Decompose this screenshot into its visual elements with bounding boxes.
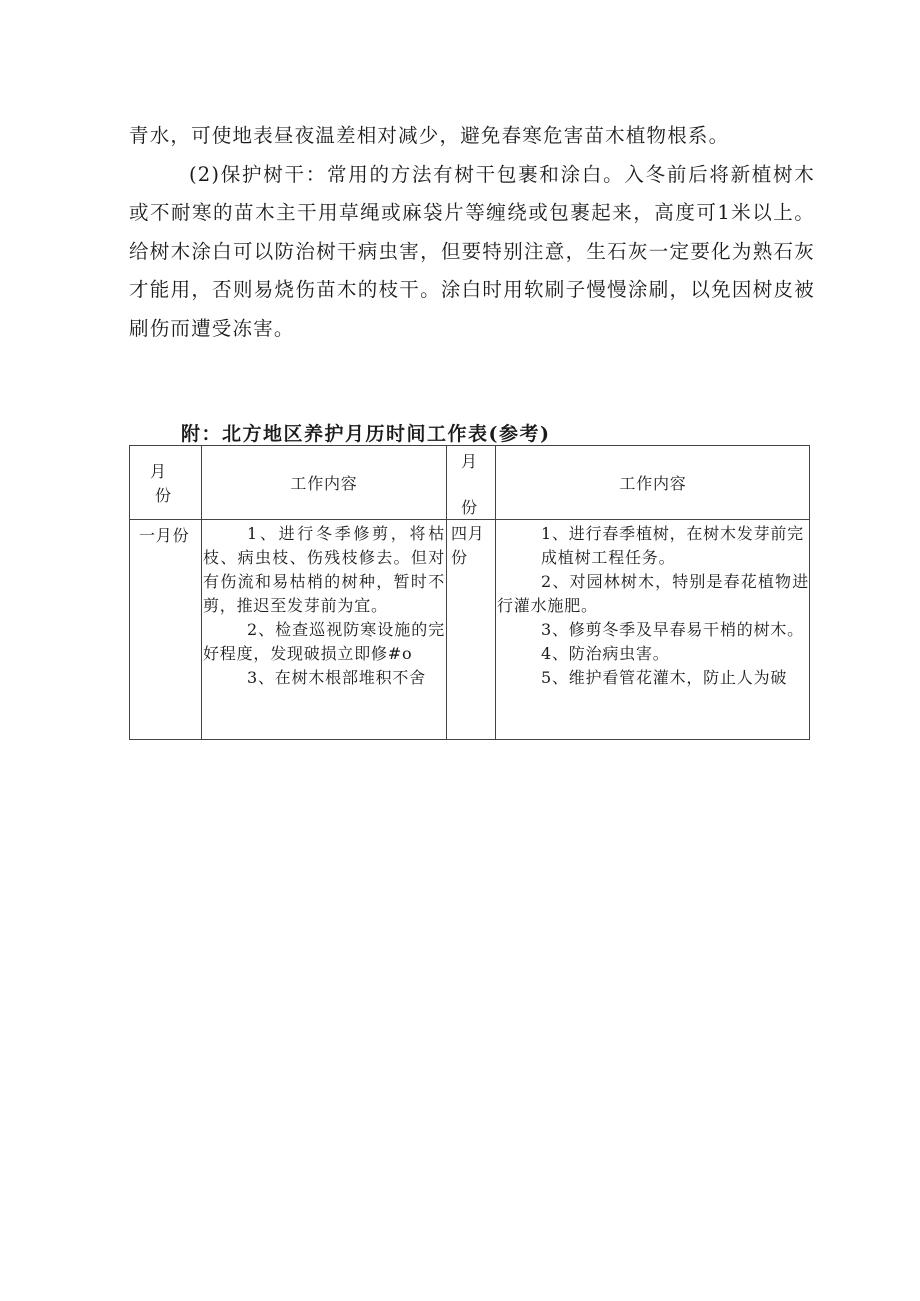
paragraph-protect-trunk: (2)保护树干：常用的方法有树干包裹和涂白。入冬前后将新植树木或不耐寒的苗木主干用草绳或麻袋片等缠绕或包裹起来，高度可1米以上。给树木涂白可以防治树干病虫害，但要特别注意，生石灰一定要化为熟石灰才能用，否则易烧伤苗木的枝干。涂白时用软刷子慢慢涂刷，以免因树皮被刷伤而遭受冻害。 — [129, 162, 815, 340]
header-month-char: 份 — [461, 498, 478, 517]
task-item: 2、对园林树木，特别是春花植物进行灌水施肥。 — [497, 572, 809, 615]
january-tasks — [203, 522, 445, 690]
table-title: 附：北方地区养护月历时间工作表(参考) — [181, 423, 551, 445]
task-item: 4、防治病虫害。 — [541, 644, 670, 663]
header-content-left: 工作内容 — [290, 474, 358, 493]
header-divider — [130, 519, 809, 520]
header-content-right: 工作内容 — [619, 474, 687, 493]
task-item: 5、维护看管花灌木，防止人为破 — [541, 668, 788, 687]
month-january: 一月份 — [139, 526, 190, 545]
task-item: 3、在树木根部堆积不舍 — [247, 668, 426, 687]
header-month-char: 月 — [461, 452, 478, 471]
header-month-char: 份 — [155, 486, 172, 505]
task-item: 2、检查巡视防寒设施的完好程度，发现破损立即修#o — [203, 620, 445, 663]
task-item: 成植树工程任务。 — [541, 548, 676, 567]
header-month-char: 月 — [150, 462, 167, 481]
task-item: 1、进行冬季修剪，将枯枝、病虫枝、伤残枝修去。但对有伤流和易枯梢的树种，暂时不剪，推迟至发芽前为宜。 — [203, 524, 445, 615]
header-month-left — [130, 446, 201, 519]
header-month-right — [447, 446, 495, 519]
april-tasks — [497, 522, 809, 690]
calendar-table — [129, 445, 810, 740]
paragraph-continuation: 青水，可使地表昼夜温差相对减少，避免春寒危害苗木植物根系。 — [129, 124, 730, 147]
task-item: 3、修剪冬季及早春易干梢的树木。 — [541, 620, 804, 639]
body-text — [129, 117, 815, 348]
task-item: 1、进行春季植树，在树木发芽前完 — [541, 524, 804, 543]
month-april: 四月份 — [451, 524, 485, 567]
